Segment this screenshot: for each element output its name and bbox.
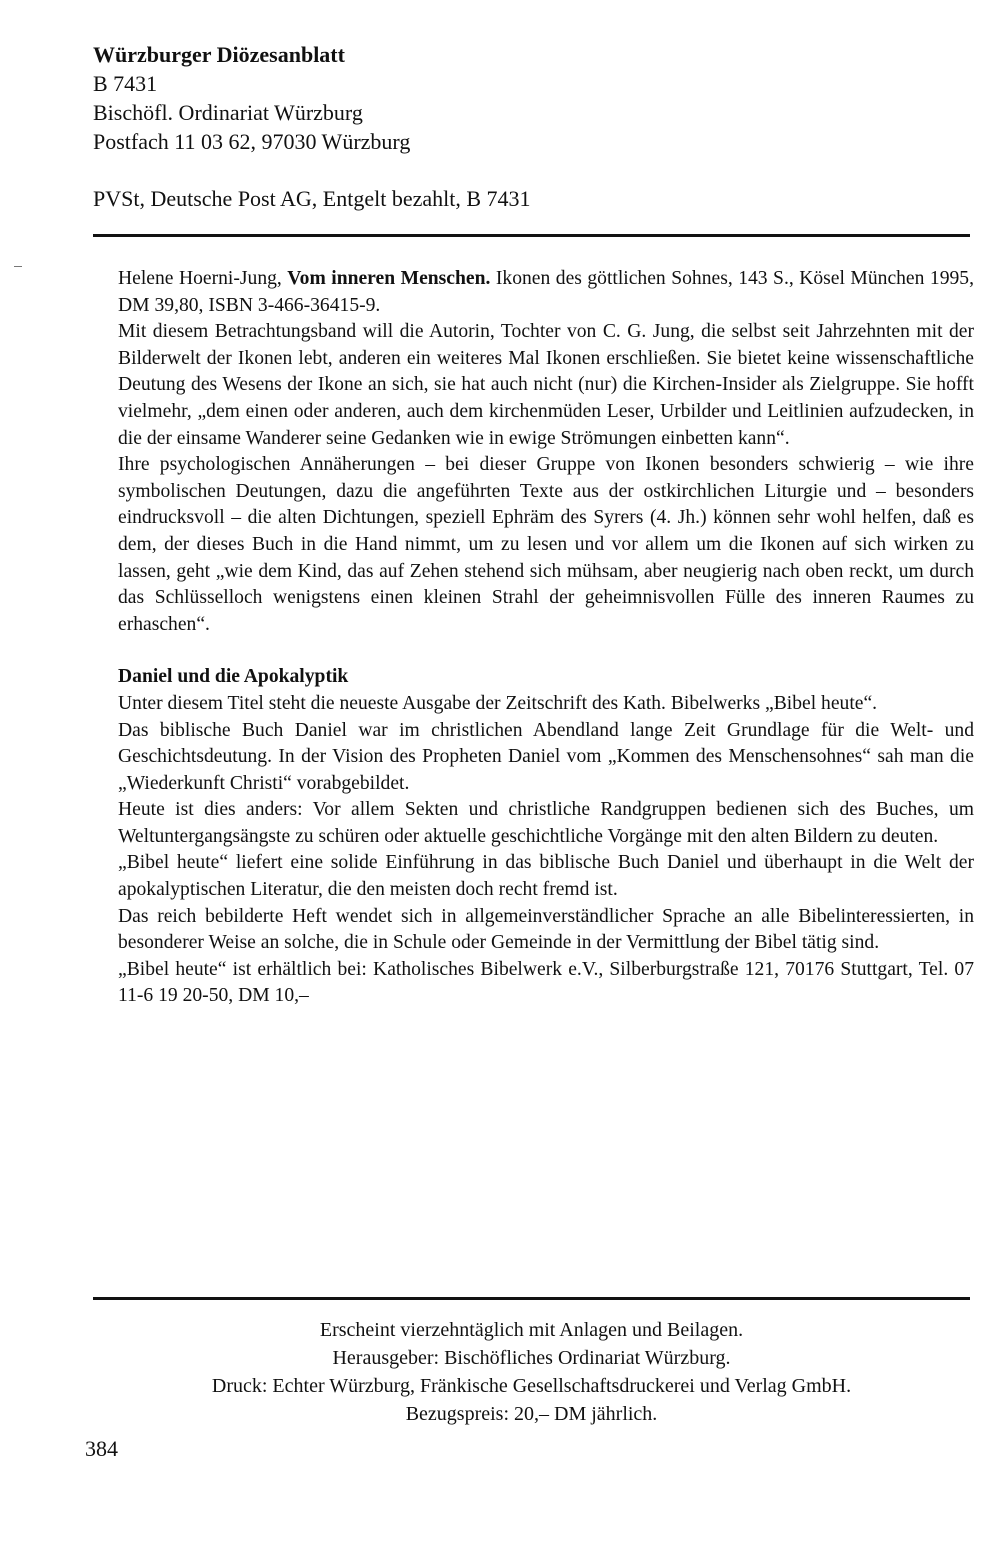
review-book-title: Vom inneren Menschen. — [287, 268, 491, 289]
section-paragraph: Das biblische Buch Daniel war im christlichen Abendland lange Zeit Grundlage für die Welt- und Geschichtsdeutung. In der Vision des Propheten Daniel vom „Kommen des Menschensohnes“ sah man die „Wiederkunft Christi“ vorabgebildet. — [118, 719, 974, 794]
publisher-address: Postfach 11 03 62, 97030 Würzburg — [93, 129, 411, 154]
masthead — [93, 40, 953, 213]
section-paragraph: Heute ist dies anders: Vor allem Sekten und christliche Randgruppen bedienen sich des Buches, um Weltuntergangsängste zu schüren oder aktuelle geschichtliche Vorgänge mit den alten Bildern zu deuten. — [118, 799, 974, 847]
section-paragraph: „Bibel heute“ liefert eine solide Einführung in das biblische Buch Daniel und überhaupt in die Welt der apokalyptischen Literatur, die den meisten doch recht fremd ist. — [118, 852, 974, 901]
article-body — [118, 266, 974, 1010]
review-author: Helene Hoerni-Jung, — [118, 268, 288, 289]
review-citation — [118, 266, 974, 319]
publication-title: Würzburger Diözesanblatt — [93, 42, 345, 67]
review-paragraph: Mit diesem Betrachtungsband will die Autorin, Tochter von C. G. Jung, die selbst seit Jahrzehnten mit der Bilderwelt der Ikonen lebt, anderen ein weiteres Mal Ikonen erschließen. Sie bietet keine wissenschaftliche Deutung des Wesens der Ikone an sich, sie hat auch nicht (nur) die Kirchen-Insider als Zielgruppe. Sie hofft vielmehr, „dem einen oder anderen, auch dem kirchenmüden Leser, Urbilder und Leitlinien aufzudecken, in die der einsame Wanderer seine Gedanken wie in ewige Strömungen einbetten kann“. — [118, 321, 974, 449]
section-paragraph: „Bibel heute“ ist erhältlich bei: Katholisches Bibelwerk e.V., Silberburgstraße 121, 70176 Stuttgart, Tel. 07 11-6 19 20-50, DM 10,– — [118, 958, 974, 1007]
review-book-details: Ikonen des göttlichen Sohnes, 143 S., Kösel München 1995, DM 39,80, ISBN 3-466-36415-9. — [118, 268, 974, 316]
postal-note: PVSt, Deutsche Post AG, Entgelt bezahlt, B 7431 — [93, 186, 531, 211]
review-paragraph: Ihre psychologischen Annäherungen – bei dieser Gruppe von Ikonen besonders schwierig – wie ihre symbolischen Deutungen, dazu die angeführten Texte aus der ostkirchlichen Liturgie und – besonders eindrucksvoll – die alten Dichtungen, speziell Ephräm des Syrers (4. Jh.) können sehr wohl helfen, daß es dem, der dieses Buch in die Hand nimmt, um zu lesen und vor allem um die Ikonen auf sich wirken zu lassen, geht „wie dem Kind, das auf Zehen stehend sich mühsam, aber neugierig nach oben reckt, um durch das Schlüsselloch wenigstens einen kleinen Strahl der geheimnisvollen Fülle des inneren Raumes zu erhaschen“. — [118, 454, 974, 635]
imprint — [93, 1316, 970, 1428]
section-paragraph: Das reich bebilderte Heft wendet sich in allgemeinverständlicher Sprache an alle Bibelinteressierten, in besonderer Weise an solche, die in Schule oder Gemeinde in der Vermittlung der Bibel tätig sind. — [118, 905, 974, 954]
imprint-line: Herausgeber: Bischöfliches Ordinariat Würzburg. — [332, 1347, 731, 1369]
page-number: 384 — [85, 1436, 118, 1461]
imprint-line: Bezugspreis: 20,– DM jährlich. — [405, 1403, 658, 1425]
section-paragraph: Unter diesem Titel steht die neueste Ausgabe der Zeitschrift des Kath. Bibelwerks „Bibel heute“. — [118, 692, 878, 714]
publisher-office: Bischöfl. Ordinariat Würzburg — [93, 100, 363, 125]
imprint-line: Druck: Echter Würzburg, Fränkische Gesellschaftsdruckerei und Verlag GmbH. — [211, 1375, 852, 1397]
bottom-divider — [93, 1297, 970, 1300]
top-divider — [93, 234, 970, 237]
margin-mark — [14, 266, 22, 267]
publication-code: B 7431 — [93, 71, 158, 96]
imprint-line: Erscheint vierzehntäglich mit Anlagen und Beilagen. — [319, 1319, 744, 1341]
section-title: Daniel und die Apokalyptik — [118, 666, 349, 688]
